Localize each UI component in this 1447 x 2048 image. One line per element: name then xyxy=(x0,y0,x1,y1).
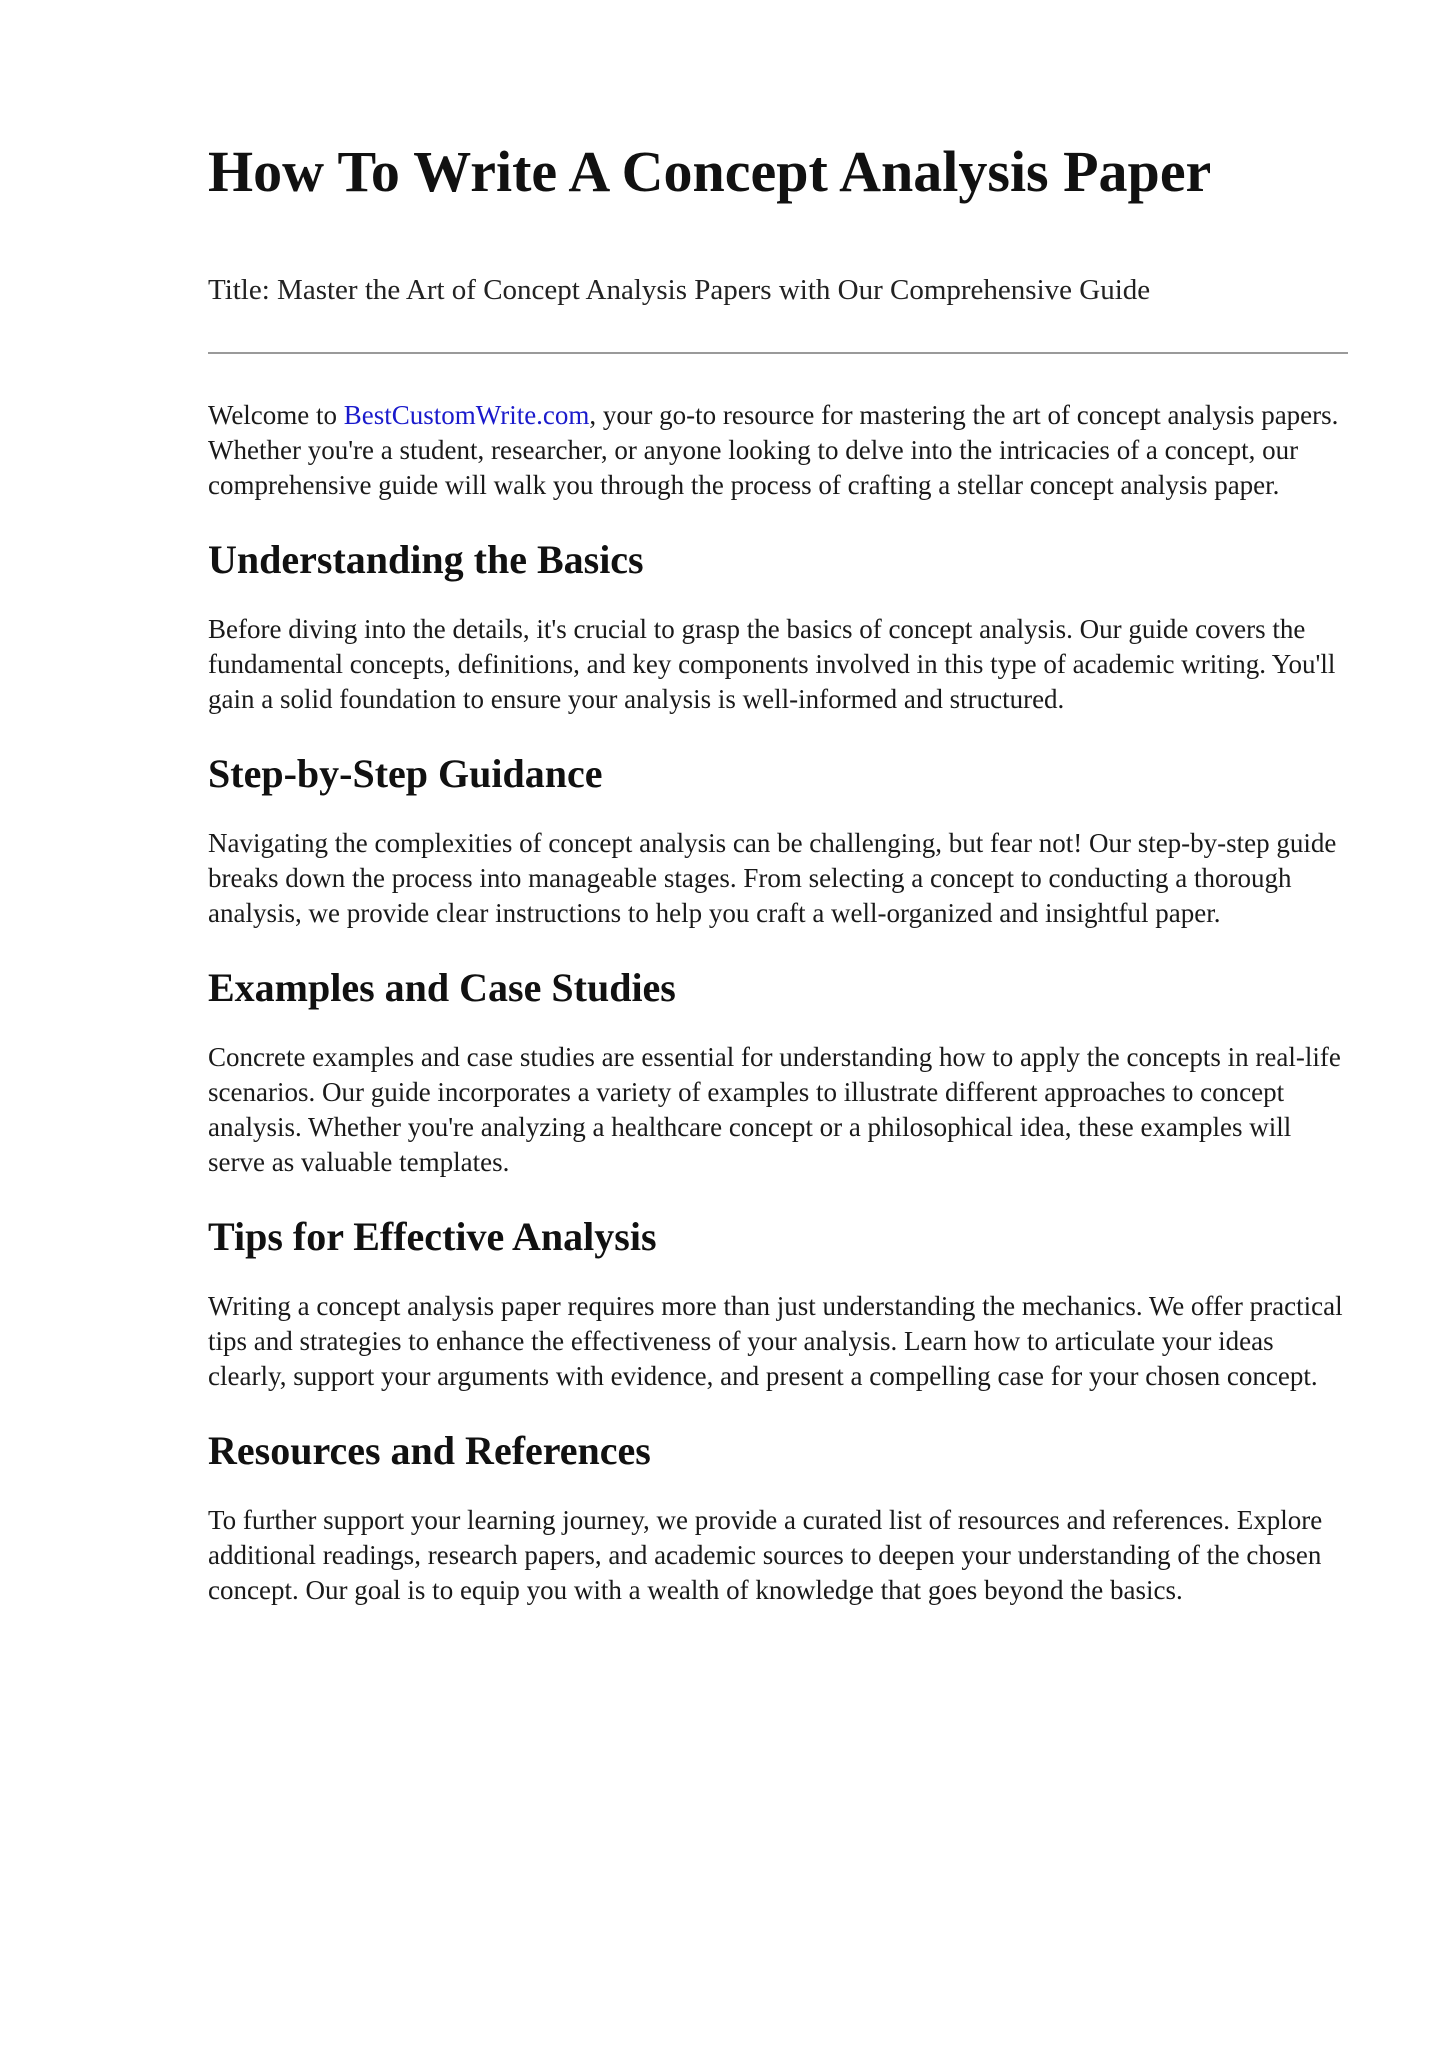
section-body-basics: Before diving into the details, it's crucial to grasp the basics of concept analysis. Our guide covers the fundamental concepts, definitions, and key components involved in this type of academic writing. You'll gain a solid foundation to ensure your analysis is well-informed and structured. xyxy=(208,614,1336,714)
article-body xyxy=(208,398,1348,1608)
section-body-tips: Writing a concept analysis paper requires more than just understanding the mechanics. We offer practical tips and strategies to enhance the effectiveness of your analysis. Learn how to articulate your ideas clearly, support your arguments with evidence, and present a compelling case for your chosen concept. xyxy=(208,1291,1343,1391)
section-body-guidance: Navigating the complexities of concept analysis can be challenging, but fear not! Our step-by-step guide breaks down the process into manageable stages. From selecting a concept to conducting a thorough analysis, we provide clear instructions to help you craft a well-organized and insightful paper. xyxy=(208,828,1337,928)
section-body-resources: To further support your learning journey, we provide a curated list of resources and references. Explore additional readings, research papers, and academic sources to deepen your understanding of the chosen concept. Our goal is to equip you with a wealth of knowledge that goes beyond the basics. xyxy=(208,1505,1323,1605)
document-subtitle: Title: Master the Art of Concept Analysis Papers with Our Comprehensive Guide xyxy=(208,274,1151,306)
intro-paragraph xyxy=(208,398,1348,503)
intro-prefix: Welcome to xyxy=(208,400,344,430)
site-link[interactable]: BestCustomWrite.com xyxy=(343,400,590,430)
page-title: How To Write A Concept Analysis Paper xyxy=(208,139,1212,204)
intro-suffix: , your go-to resource for mastering the art of concept analysis papers. Whether you're a student, researcher, or anyone looking to delve into the intricacies of a concept, our comprehensive guide will walk you through the process of crafting a stellar concept analysis paper. xyxy=(208,400,1339,500)
section-heading-resources: Resources and References xyxy=(208,1428,651,1473)
section-heading-basics: Understanding the Basics xyxy=(208,537,644,582)
section-body-examples: Concrete examples and case studies are essential for understanding how to apply the concepts in real-life scenarios. Our guide incorporates a variety of examples to illustrate different approaches to concept analysis. Whether you're analyzing a healthcare concept or a philosophical idea, these examples will serve as valuable templates. xyxy=(208,1042,1341,1177)
horizontal-divider xyxy=(208,352,1348,354)
section-heading-tips: Tips for Effective Analysis xyxy=(208,1214,657,1259)
section-heading-guidance: Step-by-Step Guidance xyxy=(208,751,603,796)
section-heading-examples: Examples and Case Studies xyxy=(208,965,676,1010)
